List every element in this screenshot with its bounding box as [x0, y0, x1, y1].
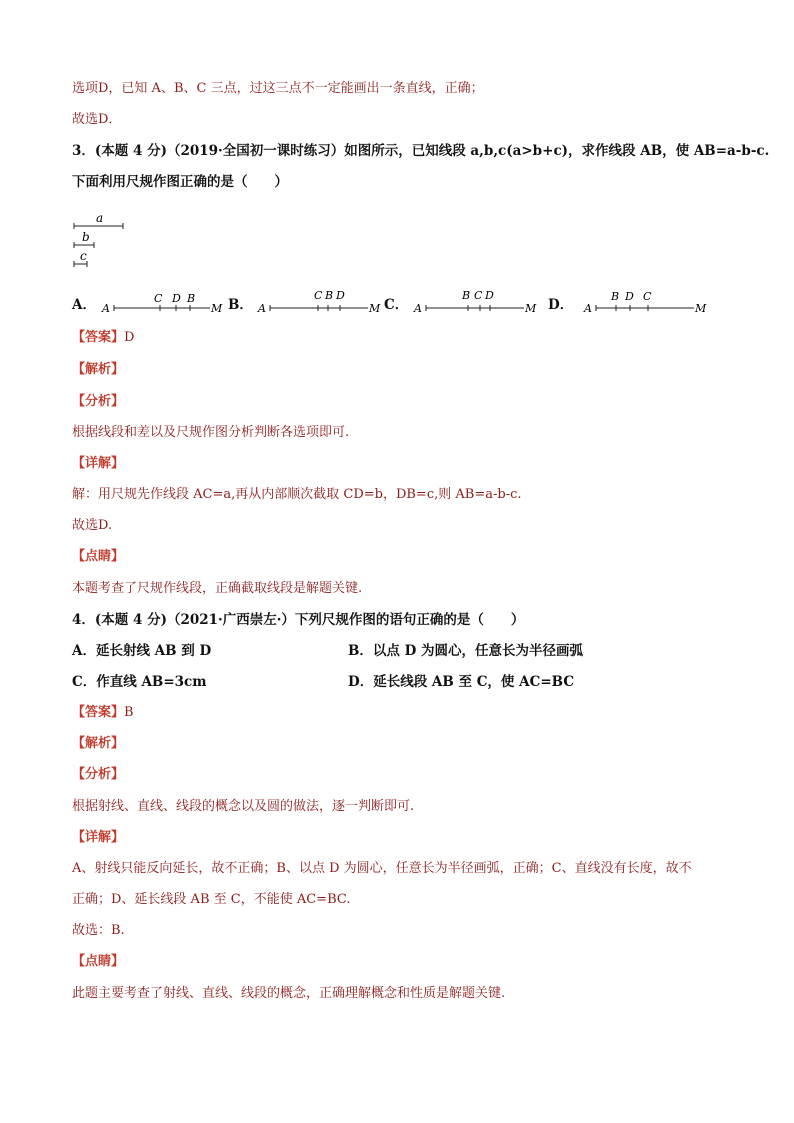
- q4-jiexi-tag: 【解析】: [72, 736, 125, 751]
- q3-option-c-key: C．: [384, 297, 409, 313]
- q4-stem: 4．(本题 4 分)（2021·广西崇左·）下列尺规作图的语句正确的是（ ）: [72, 612, 525, 628]
- answer-value: B: [124, 705, 134, 720]
- q3-given-segments: [70, 208, 140, 270]
- q3-xiangjie-tag: 【详解】: [72, 456, 125, 471]
- answer-tag: 【答案】: [72, 330, 125, 345]
- q4-xiangjie-text-2: 正确；D、延长线段 AB 至 C，不能使 AC=BC.: [72, 892, 351, 907]
- point-label: A: [414, 302, 422, 315]
- q4-dianjing-text: 此题主要考查了射线、直线、线段的概念，正确理解概念和性质是解题关键.: [72, 986, 506, 1001]
- q4-dianjing-tag: 【点睛】: [72, 954, 125, 969]
- prev-answer-line: 故选D．: [72, 112, 122, 127]
- seg-label-c: c: [80, 249, 87, 263]
- q3-stem-line1: 3．(本题 4 分)（2019·全国初一课时练习）如图所示，已知线段 a,b,c(a>b+c)，求作线段 AB，使 AB=a-b-c.: [72, 143, 770, 159]
- q3-dianjing-text: 本题考查了尺规作线段，正确截取线段是解题关键.: [72, 581, 363, 596]
- point-label: C: [474, 289, 483, 302]
- q3-answer: [72, 329, 134, 347]
- point-label: M: [211, 302, 223, 315]
- q4-option-b: B．以点 D 为圆心，任意长为半径画弧: [348, 643, 584, 659]
- point-label: M: [695, 302, 707, 315]
- seg-label-b: b: [82, 230, 90, 244]
- point-label: B: [187, 292, 196, 305]
- q3-fenxi-text: 根据线段和差以及尺规作图分析判断各选项即可.: [72, 425, 350, 440]
- q3-stem-line2: 下面利用尺规作图正确的是（ ）: [72, 174, 288, 190]
- point-label: C: [314, 289, 323, 302]
- q4-guxuan: 故选：B.: [72, 923, 125, 938]
- q3-option-c-figure: [412, 288, 542, 316]
- q3-option-d-figure: [582, 288, 717, 316]
- point-label: D: [172, 292, 181, 305]
- prev-analysis-line: 选项D，已知 A、B、C 三点，过这三点不一定能画出一条直线，正确；: [72, 81, 484, 96]
- point-label: B: [325, 289, 334, 302]
- point-label: M: [525, 302, 537, 315]
- point-label: D: [485, 289, 494, 302]
- point-label: M: [369, 302, 381, 315]
- q3-option-a-figure: [100, 288, 225, 316]
- q4-xiangjie-text-1: A、射线只能反向延长，故不正确；B、以点 D 为圆心，任意长为半径画弧，正确；C、直线没有长度，故不: [72, 861, 692, 876]
- q4-fenxi-tag: 【分析】: [72, 767, 125, 782]
- point-label: D: [336, 289, 345, 302]
- q4-option-a: A．延长射线 AB 到 D: [72, 643, 212, 659]
- q4-option-c: C．作直线 AB=3cm: [72, 674, 207, 690]
- q4-option-d: D．延长线段 AB 至 C，使 AC=BC: [348, 674, 575, 690]
- q3-guxuan: 故选D.: [72, 518, 113, 533]
- q3-option-b-figure: [256, 288, 386, 316]
- q4-answer: [72, 704, 134, 722]
- q4-fenxi-text: 根据射线、直线、线段的概念以及圆的做法，逐一判断即可.: [72, 799, 415, 814]
- answer-tag: 【答案】: [72, 705, 125, 720]
- point-label: A: [102, 302, 110, 315]
- q3-fenxi-tag: 【分析】: [72, 394, 125, 409]
- point-label: A: [584, 302, 592, 315]
- point-label: B: [611, 290, 620, 303]
- q3-xiangjie-text: 解：用尺规先作线段 AC=a,再从内部顺次截取 CD=b，DB=c,则 AB=a-b-c.: [72, 487, 522, 502]
- q3-option-d-key: D．: [548, 297, 574, 313]
- answer-value: D: [124, 330, 135, 345]
- point-label: C: [154, 292, 163, 305]
- q4-xiangjie-tag: 【详解】: [72, 830, 125, 845]
- point-label: B: [462, 289, 471, 302]
- q3-option-a-key: A．: [72, 297, 96, 313]
- point-label: D: [625, 290, 634, 303]
- q3-option-b-key: B．: [228, 297, 253, 313]
- q3-jiexi-tag: 【解析】: [72, 362, 125, 377]
- seg-label-a: a: [96, 211, 104, 225]
- point-label: A: [258, 302, 266, 315]
- q3-dianjing-tag: 【点睛】: [72, 549, 125, 564]
- point-label: C: [643, 290, 652, 303]
